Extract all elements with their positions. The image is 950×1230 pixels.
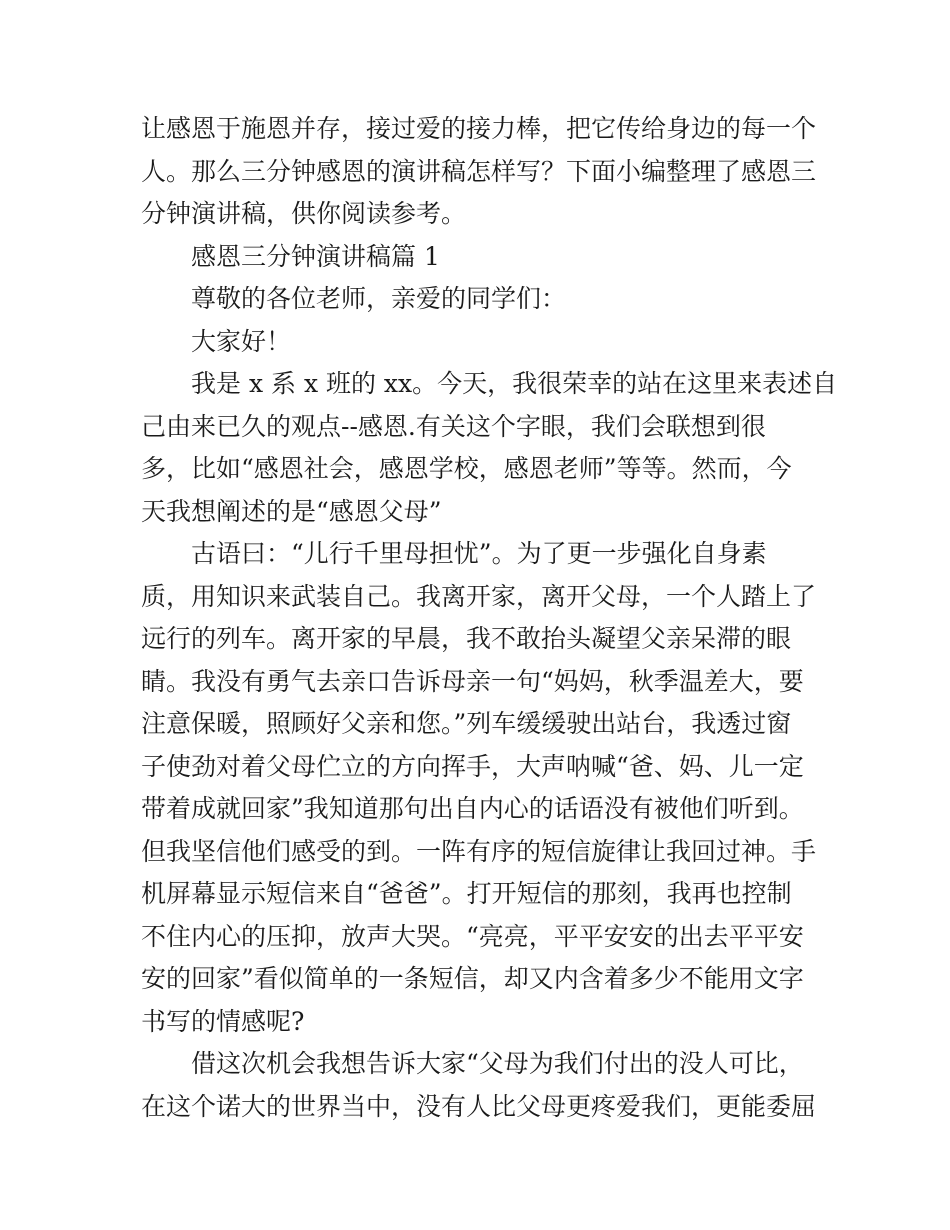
text-line: 远行的列车。离开家的早晨，我不敢抬头凝望父亲呆滞的眼 <box>141 624 792 653</box>
text-line: 质，用知识来武装自己。我离开家，离开父母，一个人踏上了 <box>141 581 817 611</box>
text-line: 己由来已久的观点--感恩.有关这个字眼，我们会联想到很 <box>141 411 766 441</box>
text-line: 安的回家”看似简单的一条短信，却又内含着多少不能用文字 <box>141 964 804 993</box>
body-text <box>141 108 838 1128</box>
text-line: 在这个诺大的世界当中，没有人比父母更疼爱我们，更能委屈 <box>141 1091 817 1121</box>
text-line: 让感恩于施恩并存，接过爱的接力棒，把它传给身边的每一个 <box>141 114 817 143</box>
text-line: 书写的情感呢? <box>141 1006 305 1036</box>
text-line: 注意保暖，照顾好父亲和您。”列车缓缓驶出站台，我透过窗 <box>141 709 792 738</box>
text-line: 睛。我没有勇气去亲口告诉母亲一句“妈妈，秋季温差大，要 <box>141 666 804 696</box>
text-line: 借这次机会我想告诉大家“父母为我们付出的没人可比， <box>191 1049 804 1078</box>
text-line: 子使劲对着父母伫立的方向挥手，大声呐喊“爸、妈、儿一定 <box>141 751 804 781</box>
text-line: 机屏幕显示短信来自“爸爸”。打开短信的那刻，我再也控制 <box>141 879 792 908</box>
text-line: 带着成就回家”我知道那句出自内心的话语没有被他们听到。 <box>141 794 804 823</box>
text-line: 古语曰：“儿行千里母担忧”。为了更一步强化自身素 <box>191 539 767 568</box>
text-line: 分钟演讲稿，供你阅读参考。 <box>141 199 467 228</box>
text-line: 但我坚信他们感受的到。一阵有序的短信旋律让我回过神。手 <box>141 836 817 866</box>
text-line: 尊敬的各位老师，亲爱的同学们： <box>191 284 567 313</box>
text-line: 不住内心的压抑，放声大哭。“亮亮，平平安安的出去平平安 <box>141 921 804 951</box>
text-line: 感恩三分钟演讲稿篇 1 <box>191 241 440 271</box>
text-line: 人。那么三分钟感恩的演讲稿怎样写？下面小编整理了感恩三 <box>141 156 817 186</box>
text-line: 天我想阐述的是“感恩父母” <box>141 496 442 526</box>
text-line: 我是 x 系 x 班的 xx。今天，我很荣幸的站在这里来表述自 <box>191 369 838 398</box>
text-line: 大家好！ <box>191 326 292 356</box>
text-line: 多，比如“感恩社会，感恩学校，感恩老师”等等。然而，今 <box>141 454 792 483</box>
